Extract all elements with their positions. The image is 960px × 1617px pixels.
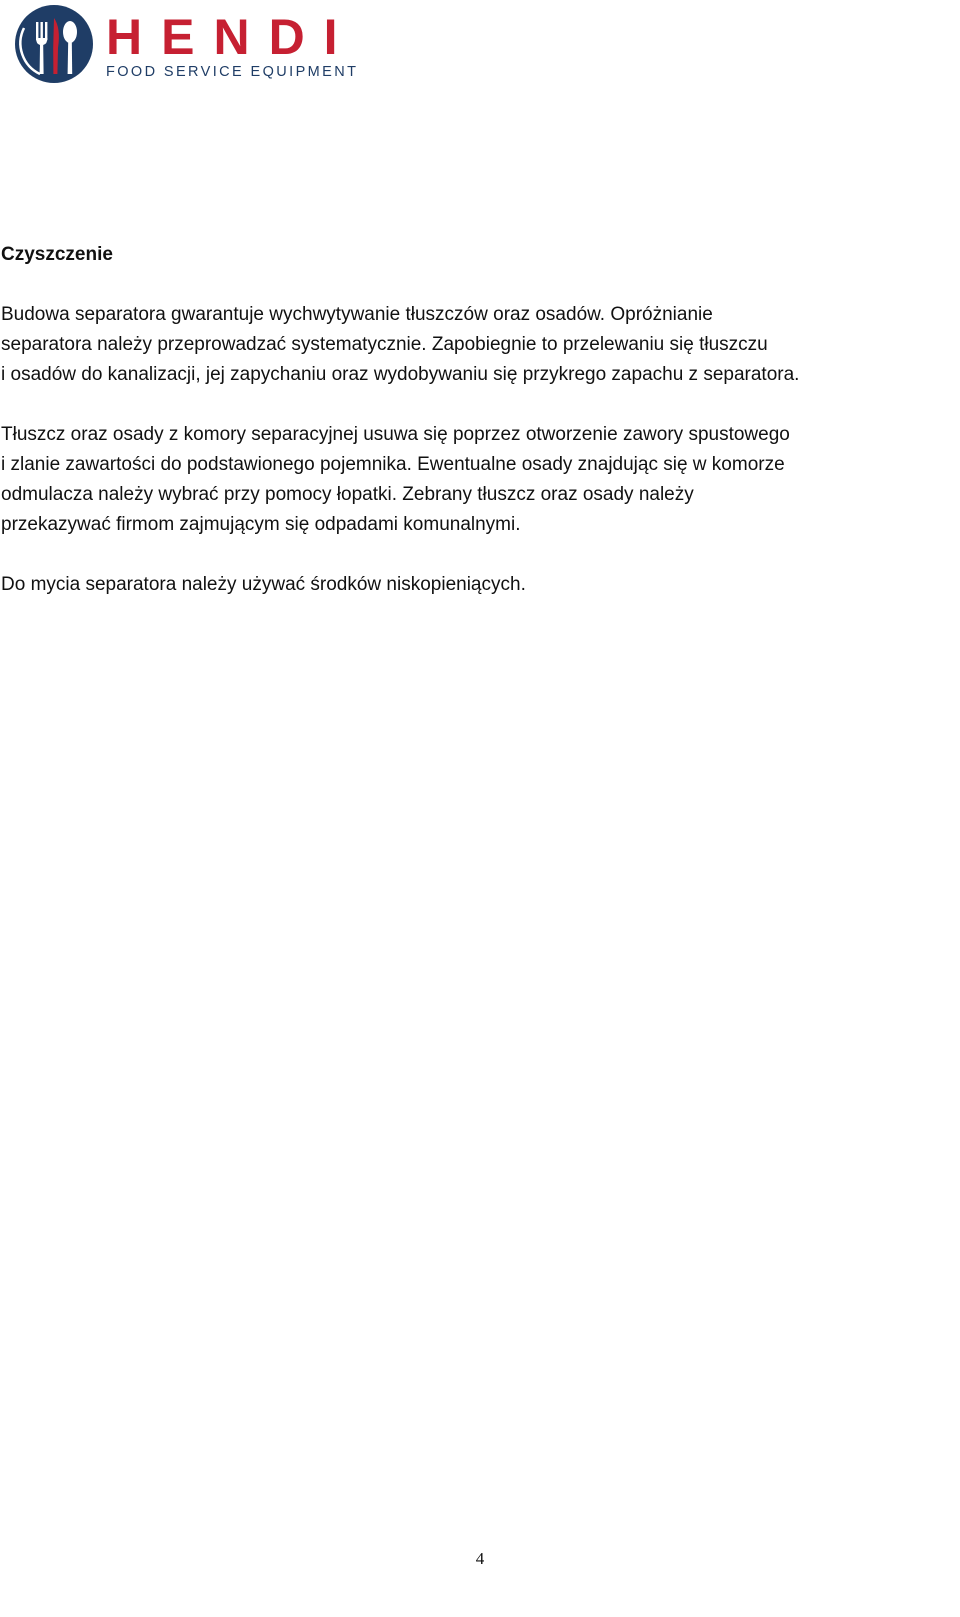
logo-wordmark: HENDI	[106, 9, 357, 65]
text-line: odmulacza należy wybrać przy pomocy łopatki. Zebrany tłuszcz oraz osady należy	[1, 484, 694, 505]
text-line: i zlanie zawartości do podstawionego pojemnika. Ewentualne osady znajdując się w komorze	[1, 454, 785, 475]
text-line: Do mycia separatora należy używać środków niskopieniących.	[1, 574, 526, 595]
paragraph-washing	[1, 570, 946, 600]
paragraph-intro	[1, 300, 946, 390]
text-line: Tłuszcz oraz osady z komory separacyjnej usuwa się poprzez otworzenie zawory spustowego	[1, 424, 790, 445]
hendi-logo	[14, 4, 394, 84]
text-line: separatora należy przeprowadzać systematycznie. Zapobiegnie to przelewaniu się tłuszczu	[1, 334, 768, 355]
text-line: przekazywać firmom zajmującym się odpadami komunalnymi.	[1, 514, 521, 535]
text-line: Budowa separatora gwarantuje wychwytywanie tłuszczów oraz osadów. Opróżnianie	[1, 304, 713, 325]
logo-tagline: FOOD SERVICE EQUIPMENT	[106, 64, 359, 80]
document-body	[1, 240, 946, 630]
section-title: Czyszczenie	[1, 244, 113, 265]
cutlery-emblem-icon	[14, 4, 94, 84]
paragraph-procedure	[1, 420, 946, 540]
page-number: 4	[475, 1549, 485, 1568]
text-line: i osadów do kanalizacji, jej zapychaniu oraz wydobywaniu się przykrego zapachu z separatora.	[1, 364, 800, 385]
